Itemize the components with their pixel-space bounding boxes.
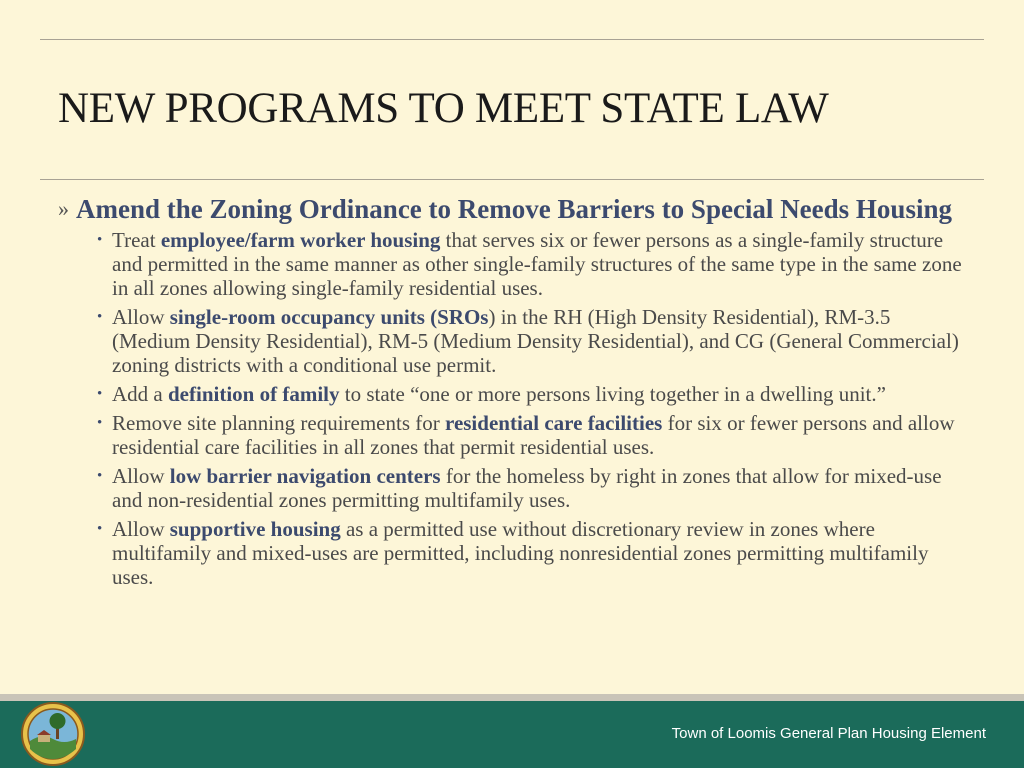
bullet-text: Allow: [112, 464, 170, 488]
bullet-text: Treat: [112, 228, 161, 252]
list-item: [97, 305, 968, 377]
bullet-text: Allow: [112, 305, 170, 329]
bullet-icon: •: [97, 309, 103, 325]
list-item: [97, 517, 968, 589]
list-item: [97, 464, 968, 512]
bullet-highlight: single-room occupancy units (SROs: [169, 305, 489, 329]
chevron-bullet-icon: »: [58, 196, 69, 221]
sub-bullet-list: [58, 228, 968, 589]
bullet-text: to state “one or more persons living together in a dwelling unit.”: [339, 382, 886, 406]
bullet-icon: •: [97, 521, 103, 537]
bullet-text: Allow: [112, 517, 170, 541]
slide-content: [58, 194, 968, 594]
bullet-text: that serves six or fewer persons as a single-family structure and permitted in the same manner as other single-family structures of the same type in the same zone in all zones allowing single-family residential uses.: [112, 228, 962, 300]
list-item: [97, 411, 968, 459]
list-item: [97, 228, 968, 300]
bullet-icon: •: [97, 232, 103, 248]
bullet-text: for the homeless by right in zones that allow for mixed-use and non-residential zones permitting multifamily uses.: [112, 464, 942, 512]
bullet-text: for six or fewer persons and allow residential care facilities in all zones that permit residential uses.: [112, 411, 955, 459]
bullet-text: as a permitted use without discretionary review in zones where multifamily and mixed-uses are permitted, including nonresidential zones permitting multifamily uses.: [112, 517, 929, 589]
main-point: [58, 194, 968, 224]
bullet-highlight: low barrier navigation centers: [169, 464, 441, 488]
bullet-icon: •: [97, 468, 103, 484]
slide-title: NEW PROGRAMS TO MEET STATE LAW: [58, 85, 829, 132]
main-point-text: Amend the Zoning Ordinance to Remove Barriers to Special Needs Housing: [76, 194, 952, 224]
bullet-text: ) in the RH (High Density Residential), RM-3.5 (Medium Density Residential), RM-5 (Medium Density Residential), and CG (General Commercial) zoning districts with a conditional use permit.: [112, 305, 959, 377]
bullet-icon: •: [97, 415, 103, 431]
bullet-highlight: residential care facilities: [445, 411, 663, 435]
bullet-text: Add a: [112, 382, 168, 406]
title-divider: [40, 179, 984, 180]
footer-text: Town of Loomis General Plan Housing Element: [671, 725, 986, 742]
bullet-highlight: supportive housing: [169, 517, 341, 541]
list-item: [97, 382, 968, 406]
bullet-text: Remove site planning requirements for: [112, 411, 445, 435]
bullet-icon: •: [97, 386, 103, 402]
footer-stripe: [0, 694, 1024, 701]
top-divider: [40, 39, 984, 40]
bullet-highlight: definition of family: [168, 382, 340, 406]
town-seal-icon: [20, 701, 86, 767]
footer-band: [0, 701, 1024, 768]
bullet-highlight: employee/farm worker housing: [160, 228, 441, 252]
